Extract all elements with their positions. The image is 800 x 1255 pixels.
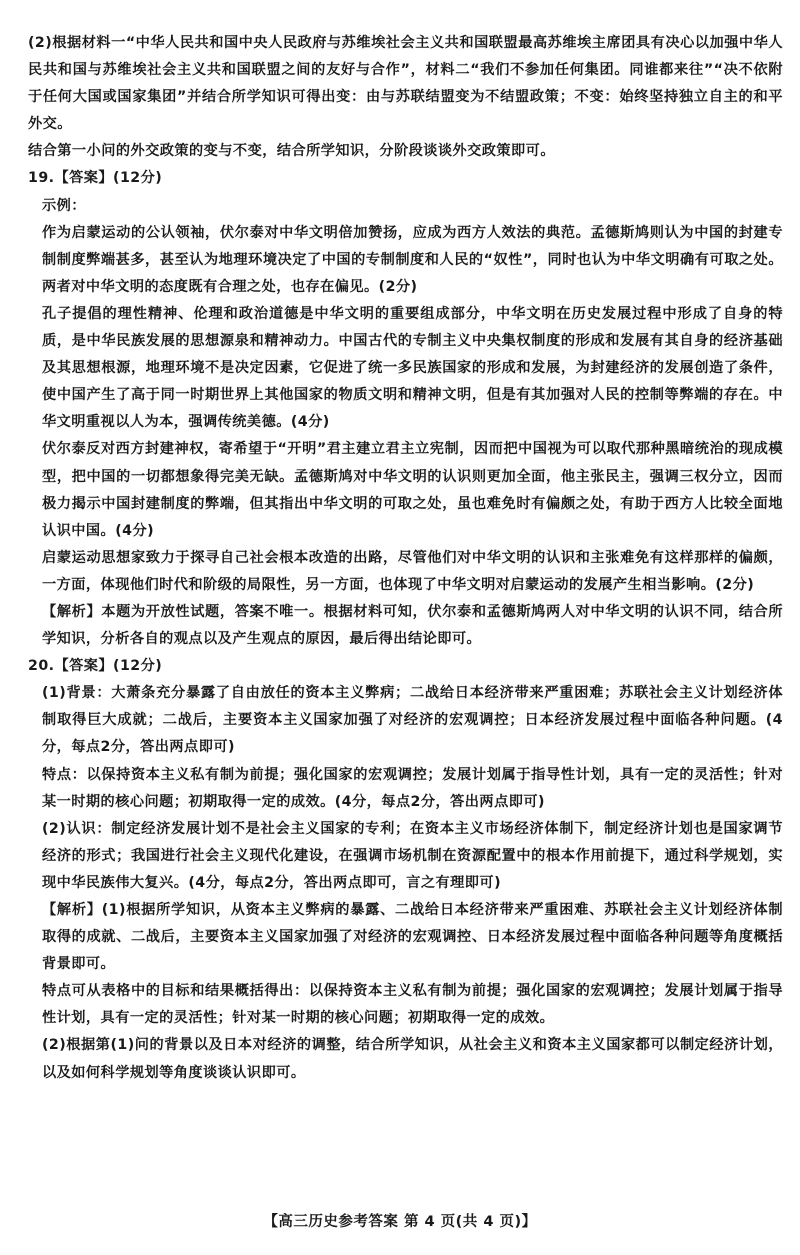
page-footer bbox=[0, 1210, 800, 1231]
q20-analysis-text-3: (2)根据第(1)问的背景以及日本对经济的调整，结合所学知识，从社会主义和资本主义国家都可以制定经济计划，以及如何科学规划等角度谈谈认识即可。 bbox=[42, 1037, 783, 1081]
q18-part2-answer: (2)根据材料一“中华人民共和国中央人民政府与苏维埃社会主义共和国联盟最高苏维埃主席团具有决心以加强中华人民共和国与苏维埃社会主义共和国联盟之间的友好与合作”，材料二“我们不参加任何集团。同谁都来往”“决不依附于任何大国或国家集团”并结合所学知识可得出变：由与苏联结盟变为不结盟政策；不变：始终坚持独立自主的和平外交。 bbox=[28, 35, 783, 133]
q19-analysis bbox=[28, 599, 783, 653]
q19-number: 19. bbox=[28, 170, 55, 187]
q19-analysis-tag: 【解析】 bbox=[42, 603, 102, 620]
q20-analysis-tag: 【解析】 bbox=[42, 902, 102, 918]
q20-analysis-text-2: 特点可从表格中的目标和结果概括得出：以保持资本主义私有制为前提；强化国家的宏观调控；发展计划属于指导性计划，具有一定的灵活性；针对某一时期的核心问题；初期取得一定的成效。 bbox=[42, 983, 783, 1027]
q19-paragraph-2: 孔子提倡的理性精神、伦理和政治道德是中华文明的重要组成部分，中华文明在历史发展过程中形成了自身的特质，是中华民族发展的思想源泉和精神动力。中国古代的专制主义中央集权制度的形成和发展有其自身的经济基础及其思想根源，地理环境不是决定因素，它促进了统一多民族国家的形成和发展，为封建经济的发展创造了条件，使中国产生了高于同一时期世界上其他国家的物质文明和精神文明，但是有其加强对人民的控制等弊端的存在。中华文明重视以人为本，强调传统美德。(4分) bbox=[42, 305, 783, 431]
q20-analysis bbox=[28, 897, 783, 978]
q20-paragraph-1: (1)背景：大萧条充分暴露了自由放任的资本主义弊病；二战给日本经济带来严重困难；苏联社会主义计划经济体制取得巨大成就；二战后，主要资本主义国家加强了对经济的宏观调控；日本经济发展过程中面临各种问题。(4分，每点2分，答出两点即可) bbox=[42, 685, 783, 756]
q19-paragraph-3: 伏尔泰反对西方封建神权，寄希望于“开明”君主建立君主立宪制，因而把中国视为可以取代那种黑暗统治的现成模型，把中国的一切都想象得完美无缺。孟德斯鸠对中华文明的认识则更加全面，他主张民主，强调三权分立，因而极力揭示中国封建制度的弊端，但其指出中华文明的可取之处，虽也难免时有偏颇之处，有助于西方人比较全面地认识中国。(4分) bbox=[42, 441, 783, 539]
answer-document bbox=[28, 30, 783, 1087]
q20-answer-tag: 【答案】 bbox=[54, 658, 114, 675]
q19-analysis-text: 本题为开放性试题，答案不唯一。根据材料可知，伏尔泰和孟德斯鸠两人对中华文明的认识不同，结合所学知识，分析各自的观点以及产生观点的原因，最后得出结论即可。 bbox=[42, 603, 783, 648]
q19-header bbox=[28, 165, 783, 192]
q19-example-label: 示例： bbox=[42, 197, 86, 214]
q19-paragraph-1: 作为启蒙运动的公认领袖，伏尔泰对中华文明倍加赞扬，应成为西方人效法的典范。孟德斯鸠则认为中国的封建专制制度弊端甚多，甚至认为地理环境决定了中国的专制制度和人民的“奴性”，同时也认为中华文明确有可取之处。两者对中华文明的态度既有合理之处，也存在偏见。(2分) bbox=[42, 224, 783, 295]
q20-paragraph-3: (2)认识：制定经济发展计划不是社会主义国家的专利；在资本主义市场经济体制下，制定经济计划也是国家调节经济的形式；我国进行社会主义现代化建设，在强调市场机制在资源配置中的根本作用前提下，通过科学规划，实现中华民族伟大复兴。(4分，每点2分，答出两点即可，言之有理即可) bbox=[42, 820, 783, 891]
q20-paragraph-2: 特点：以保持资本主义私有制为前提；强化国家的宏观调控；发展计划属于指导性计划，具有一定的灵活性；针对某一时期的核心问题；初期取得一定的成效。(4分，每点2分，答出两点即可) bbox=[42, 766, 783, 810]
q19-paragraph-4: 启蒙运动思想家致力于探寻自己社会根本改造的出路，尽管他们对中华文明的认识和主张难免有这样那样的偏颇，一方面，体现他们时代和阶级的局限性，另一方面，也体现了中华文明对启蒙运动的发展产生相当影响。(2分) bbox=[42, 549, 783, 593]
q20-number: 20. bbox=[28, 658, 55, 675]
q20-analysis-text-1: (1)根据所学知识，从资本主义弊病的暴露、二战给日本经济带来严重困难、苏联社会主义计划经济体制取得的成就、二战后，主要资本主义国家加强了对经济的宏观调控、日本经济发展过程中面临各种问题等角度概括背景即可。 bbox=[42, 902, 783, 973]
q19-answer-tag: 【答案】 bbox=[54, 170, 114, 187]
q20-header bbox=[28, 653, 783, 680]
q20-score: (12分) bbox=[113, 658, 163, 675]
q19-score: (12分) bbox=[113, 170, 163, 187]
q18-part2-note: 结合第一小问的外交政策的变与不变，结合所学知识，分阶段谈谈外交政策即可。 bbox=[28, 143, 555, 160]
footer-title: 【高三历史参考答案 bbox=[263, 1214, 399, 1230]
footer-page-number: 第 4 页(共 4 页)】 bbox=[403, 1214, 537, 1230]
